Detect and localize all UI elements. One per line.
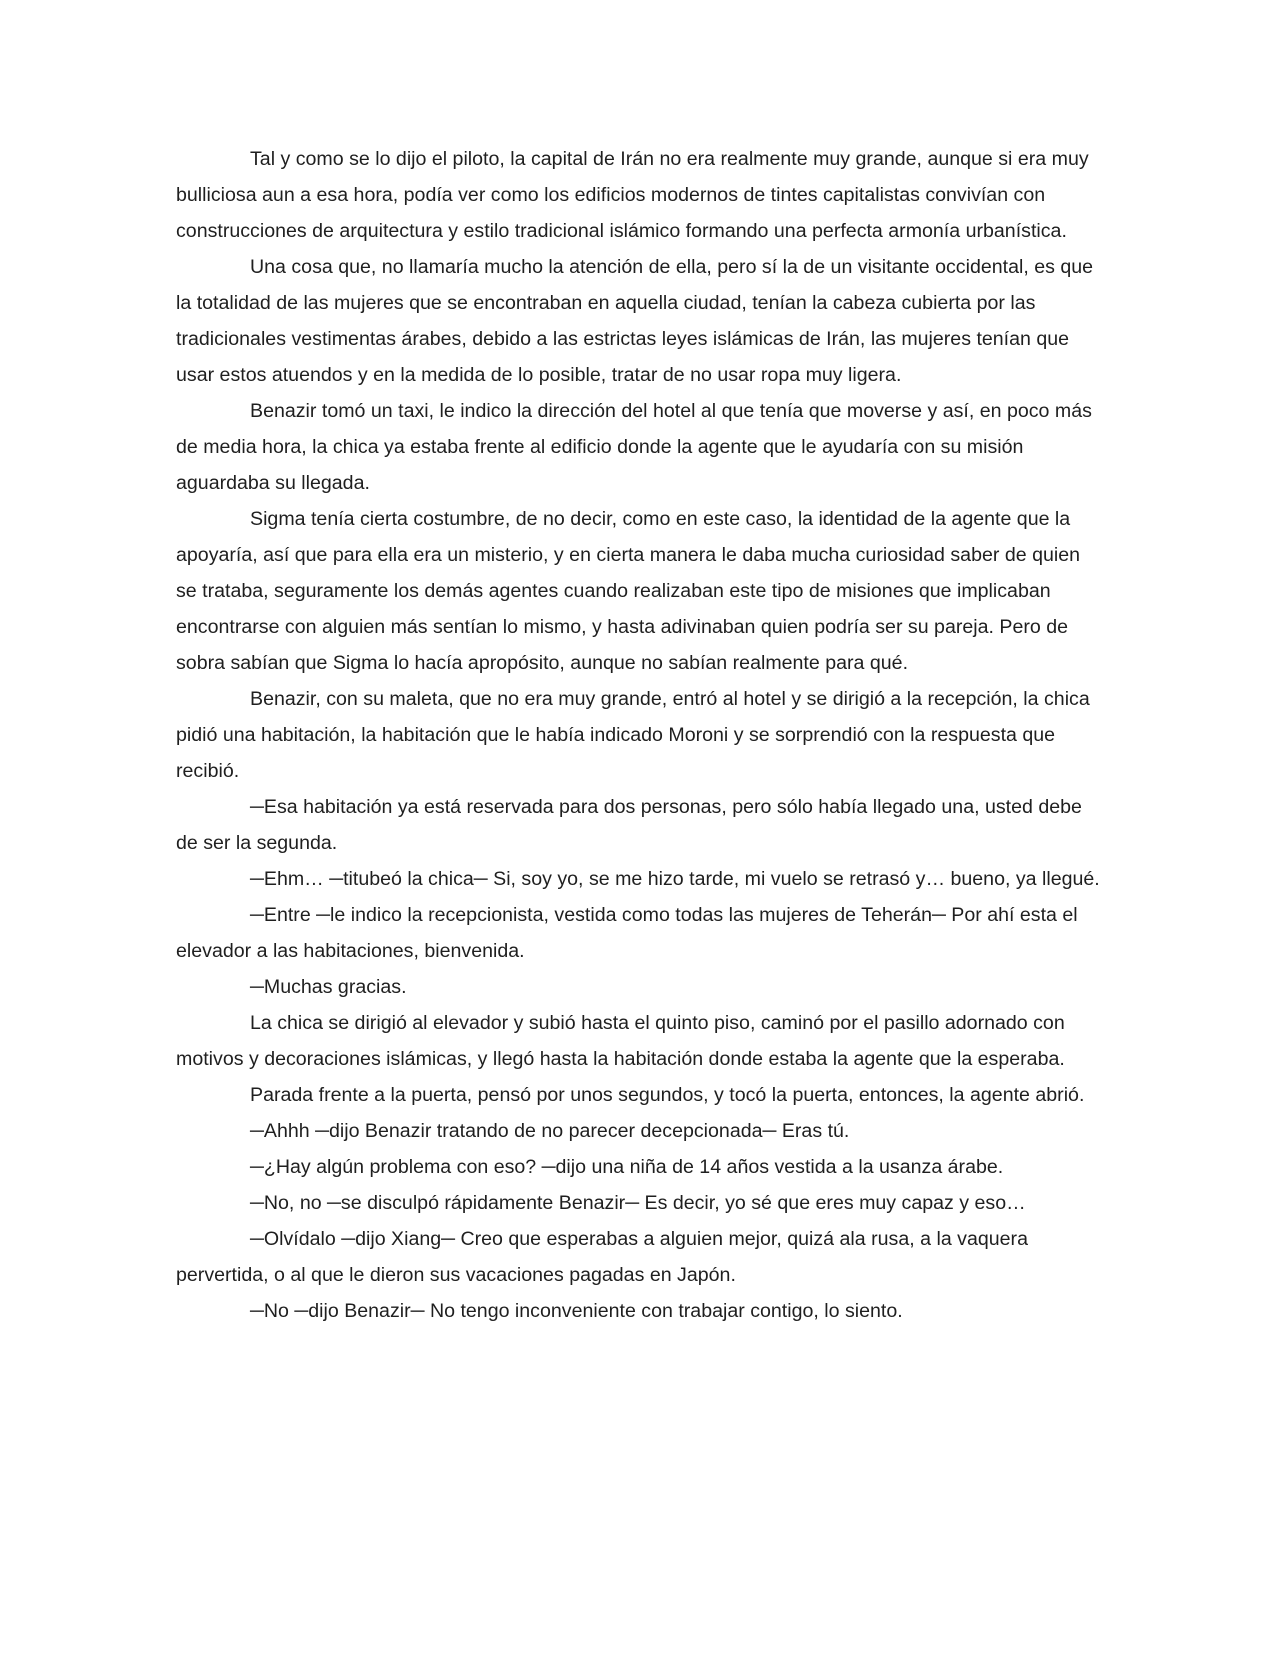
- paragraph: Parada frente a la puerta, pensó por unos segundos, y tocó la puerta, entonces, la agente abrió.: [250, 1084, 1085, 1106]
- paragraph: Benazir tomó un taxi, le indico la dirección del hotel al que tenía que moverse y así, en poco más de media hora, la chica ya estaba frente al edificio donde la agente que le ayudaría con su misión aguardaba su llegada.: [176, 400, 1092, 494]
- paragraph: Benazir, con su maleta, que no era muy grande, entró al hotel y se dirigió a la recepción, la chica pidió una habitación, la habitación que le había indicado Moroni y se sorprendió con la respuesta que recibió.: [176, 688, 1090, 782]
- paragraph: ─Ahhh ─dijo Benazir tratando de no parecer decepcionada─ Eras tú.: [250, 1120, 850, 1142]
- paragraph: ─Ehm… ─titubeó la chica─ Si, soy yo, se me hizo tarde, mi vuelo se retrasó y… bueno, ya llegué.: [250, 868, 1100, 890]
- paragraph: ─Olvídalo ─dijo Xiang─ Creo que esperabas a alguien mejor, quizá ala rusa, a la vaquera pervertida, o al que le dieron sus vacaciones pagadas en Japón.: [176, 1228, 1028, 1286]
- paragraph: ─Entre ─le indico la recepcionista, vestida como todas las mujeres de Teherán─ Por ahí esta el elevador a las habitaciones, bienvenida.: [176, 904, 1078, 962]
- paragraph: Tal y como se lo dijo el piloto, la capital de Irán no era realmente muy grande, aunque si era muy bulliciosa aun a esa hora, podía ver como los edificios modernos de tintes capitalistas convivían con construcciones de arquitectura y estilo tradicional islámico formando una perfecta armonía urbanística.: [176, 148, 1089, 242]
- document-body: [176, 141, 1102, 1329]
- paragraph: Una cosa que, no llamaría mucho la atención de ella, pero sí la de un visitante occidental, es que la totalidad de las mujeres que se encontraban en aquella ciudad, tenían la cabeza cubierta por las tradicionales vestimentas árabes, debido a las estrictas leyes islámicas de Irán, las mujeres tenían que usar estos atuendos y en la medida de lo posible, tratar de no usar ropa muy ligera.: [176, 256, 1094, 386]
- paragraph: ─No, no ─se disculpó rápidamente Benazir─ Es decir, yo sé que eres muy capaz y eso…: [250, 1192, 1026, 1214]
- paragraph: ─¿Hay algún problema con eso? ─dijo una niña de 14 años vestida a la usanza árabe.: [250, 1156, 1004, 1178]
- paragraph: La chica se dirigió al elevador y subió hasta el quinto piso, caminó por el pasillo adornado con motivos y decoraciones islámicas, y llegó hasta la habitación donde estaba la agente que la esperaba.: [176, 1012, 1065, 1070]
- paragraph: ─No ─dijo Benazir─ No tengo inconveniente con trabajar contigo, lo siento.: [250, 1300, 903, 1322]
- paragraph: ─Muchas gracias.: [250, 976, 407, 998]
- paragraph: ─Esa habitación ya está reservada para dos personas, pero sólo había llegado una, usted debe de ser la segunda.: [176, 796, 1082, 854]
- paragraph: Sigma tenía cierta costumbre, de no decir, como en este caso, la identidad de la agente que la apoyaría, así que para ella era un misterio, y en cierta manera le daba mucha curiosidad saber de quien se trataba, seguramente los demás agentes cuando realizaban este tipo de misiones que implicaban encontrarse con alguien más sentían lo mismo, y hasta adivinaban quien podría ser su pareja. Pero de sobra sabían que Sigma lo hacía apropósito, aunque no sabían realmente para qué.: [176, 508, 1081, 674]
